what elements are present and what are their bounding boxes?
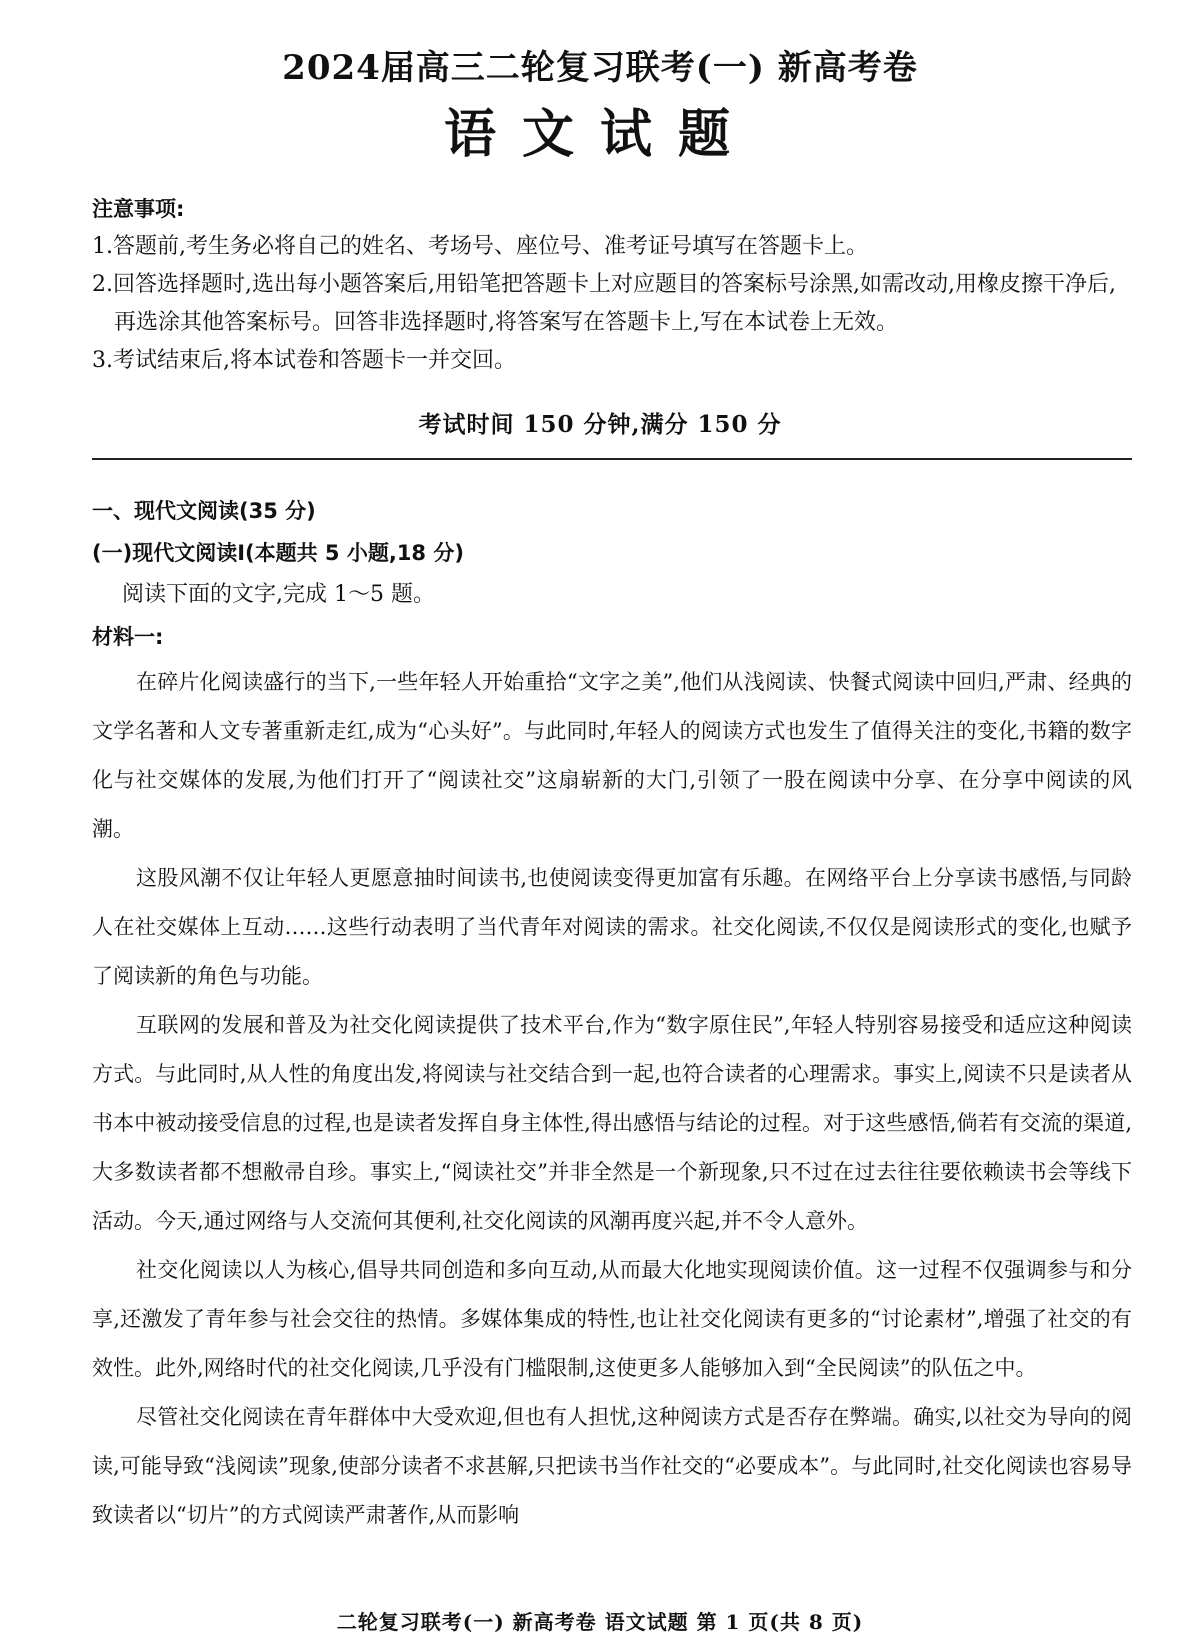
notice-item: 2.回答选择题时,选出每小题答案后,用铅笔把答题卡上对应题目的答案标号涂黑,如需改动,用橡皮擦干净后,再选涂其他答案标号。回答非选择题时,将答案写在答题卡上,写在本试卷上无效。 [92, 272, 1116, 335]
paper-subject: 语文试题 [443, 105, 756, 165]
exam-title: 2024届高三二轮复习联考(一) 新高考卷 [282, 48, 918, 88]
reading-passage [92, 658, 1132, 1540]
notice-block [92, 190, 1132, 380]
passage-paragraph: 互联网的发展和普及为社交化阅读提供了技术平台,作为“数字原住民”,年轻人特别容易接受和适应这种阅读方式。与此同时,从人性的角度出发,将阅读与社交结合到一起,也符合读者的心理需求。事实上,阅读不只是读者从书本中被动接受信息的过程,也是读者发挥自身主体性,得出感悟与结论的过程。对于这些感悟,倘若有交流的渠道,大多数读者都不想敝帚自珍。事实上,“阅读社交”并非全然是一个新现象,只不过在过去往往要依赖读书会等线下活动。今天,通过网络与人交流何其便利,社交化阅读的风潮再度兴起,并不令人意外。 [92, 1013, 1132, 1233]
section-title: 一、现代文阅读(35 分) [92, 499, 316, 523]
passage-paragraph: 这股风潮不仅让年轻人更愿意抽时间读书,也使阅读变得更加富有乐趣。在网络平台上分享读书感悟,与同龄人在社交媒体上互动……这些行动表明了当代青年对阅读的需求。社交化阅读,不仅仅是阅读形式的变化,也赋予了阅读新的角色与功能。 [92, 866, 1132, 988]
notice-item: 3.考试结束后,将本试卷和答题卡一并交回。 [92, 348, 516, 373]
passage-paragraph: 社交化阅读以人为核心,倡导共同创造和多向互动,从而最大化地实现阅读价值。这一过程不仅强调参与和分享,还激发了青年参与社会交往的热情。多媒体集成的特性,也让社交化阅读有更多的“讨论素材”,增强了社交的有效性。此外,网络时代的社交化阅读,几乎没有门槛限制,这使更多人能够加入到“全民阅读”的队伍之中。 [92, 1258, 1132, 1380]
material-label: 材料一: [92, 625, 164, 649]
reading-instruction: 阅读下面的文字,完成 1～5 题。 [122, 582, 435, 607]
divider-line [92, 458, 1132, 460]
reading-section [92, 490, 1132, 1540]
exam-time: 考试时间 150 分钟,满分 150 分 [418, 411, 782, 438]
page-footer: 二轮复习联考(一) 新高考卷 语文试题 第 1 页(共 8 页) [336, 1610, 864, 1634]
passage-paragraph: 尽管社交化阅读在青年群体中大受欢迎,但也有人担忧,这种阅读方式是否存在弊端。确实,以社交为导向的阅读,可能导致“浅阅读”现象,使部分读者不求甚解,只把读书当作社交的“必要成本”。与此同时,社交化阅读也容易导致读者以“切片”的方式阅读严肃著作,从而影响 [92, 1405, 1132, 1527]
notice-heading: 注意事项: [92, 197, 185, 221]
subsection-title: (一)现代文阅读Ⅰ(本题共 5 小题,18 分) [92, 541, 464, 565]
passage-paragraph: 在碎片化阅读盛行的当下,一些年轻人开始重拾“文字之美”,他们从浅阅读、快餐式阅读中回归,严肃、经典的文学名著和人文专著重新走红,成为“心头好”。与此同时,年轻人的阅读方式也发生了值得关注的变化,书籍的数字化与社交媒体的发展,为他们打开了“阅读社交”这扇崭新的大门,引领了一股在阅读中分享、在分享中阅读的风潮。 [92, 670, 1132, 841]
notice-item: 1.答题前,考生务必将自己的姓名、考场号、座位号、准考证号填写在答题卡上。 [92, 234, 868, 259]
